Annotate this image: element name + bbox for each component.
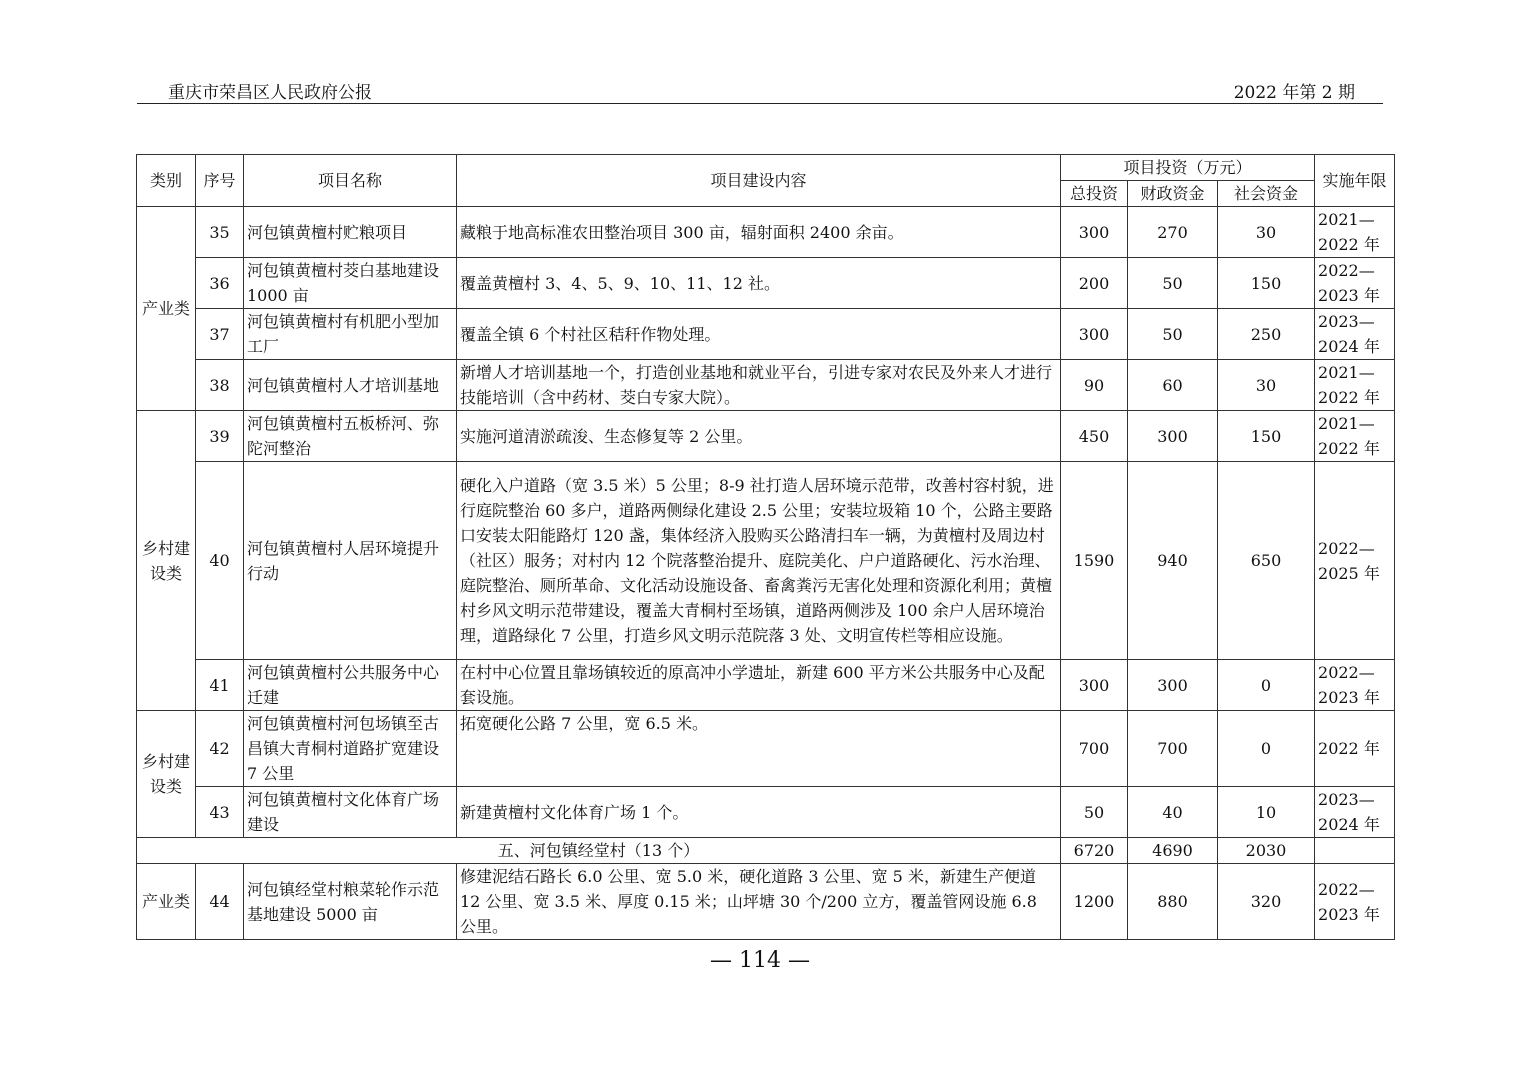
seq-cell: 44 (196, 864, 244, 940)
name-cell: 河包镇黄檀村茭白基地建设 1000 亩 (244, 258, 457, 309)
social-cell: 250 (1218, 309, 1315, 360)
name-cell: 河包镇黄檀村五板桥河、弥陀河整治 (244, 411, 457, 462)
fiscal-cell: 300 (1128, 660, 1218, 711)
social-cell: 150 (1218, 258, 1315, 309)
total-cell: 1590 (1061, 462, 1128, 660)
section-period (1315, 838, 1395, 864)
fiscal-cell: 60 (1128, 360, 1218, 411)
section-total: 6720 (1061, 838, 1128, 864)
content-cell: 拓宽硬化公路 7 公里，宽 6.5 米。 (457, 711, 1061, 787)
category-cell: 乡村建设类 (137, 411, 196, 711)
col-social: 社会资金 (1218, 181, 1315, 207)
seq-cell: 41 (196, 660, 244, 711)
content-cell: 修建泥结石路长 6.0 公里、宽 5.0 米，硬化道路 3 公里、宽 5 米，新建生产便道 12 公里、宽 3.5 米、厚度 0.15 米；山坪塘 30 个/200 立方，覆盖管网设施 6.8 公里。 (457, 864, 1061, 940)
fiscal-cell: 270 (1128, 207, 1218, 258)
period-cell: 2021—2022 年 (1315, 411, 1395, 462)
fiscal-cell: 40 (1128, 787, 1218, 838)
fiscal-cell: 50 (1128, 309, 1218, 360)
name-cell: 河包镇经堂村粮菜轮作示范基地建设 5000 亩 (244, 864, 457, 940)
col-content: 项目建设内容 (457, 155, 1061, 207)
seq-cell: 38 (196, 360, 244, 411)
section-title: 五、河包镇经堂村（13 个） (137, 838, 1061, 864)
table-row (137, 462, 1395, 660)
table-row (137, 309, 1395, 360)
category-cell: 产业类 (137, 864, 196, 940)
header-rule (137, 103, 1383, 104)
period-cell: 2022—2025 年 (1315, 462, 1395, 660)
social-cell: 0 (1218, 660, 1315, 711)
col-period: 实施年限 (1315, 155, 1395, 207)
content-cell: 新增人才培训基地一个，打造创业基地和就业平台，引进专家对农民及外来人才进行技能培训（含中药材、茭白专家大院）。 (457, 360, 1061, 411)
seq-cell: 40 (196, 462, 244, 660)
period-cell: 2022—2023 年 (1315, 660, 1395, 711)
seq-cell: 43 (196, 787, 244, 838)
social-cell: 30 (1218, 207, 1315, 258)
section-row (137, 838, 1395, 864)
section-social: 2030 (1218, 838, 1315, 864)
fiscal-cell: 880 (1128, 864, 1218, 940)
social-cell: 650 (1218, 462, 1315, 660)
seq-cell: 42 (196, 711, 244, 787)
fiscal-cell: 50 (1128, 258, 1218, 309)
project-table (136, 154, 1395, 940)
social-cell: 320 (1218, 864, 1315, 940)
period-cell: 2022—2023 年 (1315, 258, 1395, 309)
name-cell: 河包镇黄檀村贮粮项目 (244, 207, 457, 258)
name-cell: 河包镇黄檀村河包场镇至古昌镇大青桐村道路扩宽建设 7 公里 (244, 711, 457, 787)
table-row (137, 207, 1395, 258)
social-cell: 150 (1218, 411, 1315, 462)
total-cell: 1200 (1061, 864, 1128, 940)
header-row (137, 155, 1395, 181)
social-cell: 10 (1218, 787, 1315, 838)
period-cell: 2022—2023 年 (1315, 864, 1395, 940)
fiscal-cell: 940 (1128, 462, 1218, 660)
col-category: 类别 (137, 155, 196, 207)
bulletin-title: 重庆市荣昌区人民政府公报 (168, 83, 372, 103)
category-cell: 乡村建设类 (137, 711, 196, 838)
issue-number: 2022 年第 2 期 (1233, 83, 1355, 103)
period-cell: 2023—2024 年 (1315, 309, 1395, 360)
table-row (137, 660, 1395, 711)
section-fiscal: 4690 (1128, 838, 1218, 864)
table-row (137, 411, 1395, 462)
total-cell: 700 (1061, 711, 1128, 787)
name-cell: 河包镇黄檀村人居环境提升行动 (244, 462, 457, 660)
total-cell: 90 (1061, 360, 1128, 411)
period-cell: 2022 年 (1315, 711, 1395, 787)
fiscal-cell: 700 (1128, 711, 1218, 787)
name-cell: 河包镇黄檀村有机肥小型加工厂 (244, 309, 457, 360)
content-cell: 硬化入户道路（宽 3.5 米）5 公里；8-9 社打造人居环境示范带，改善村容村貌，进行庭院整治 60 多户，道路两侧绿化建设 2.5 公里；安装垃圾箱 10 个，公路主要路口安装太阳能路灯 120 盏，集体经济入股购买公路清扫车一辆，为黄檀村及周边村（社区）服务；对村内 12 个院落整治提升、庭院美化、户户道路硬化、污水治理、庭院整治、厕所革命、文化活动设施设备、畜禽粪污无害化处理和资源化利用；黄檀村乡风文明示范带建设，覆盖大青桐村至场镇，道路两侧涉及 100 余户人居环境治理，道路绿化 7 公里，打造乡风文明示范院落 3 处、文明宣传栏等相应设施。 (457, 462, 1061, 660)
table-row (137, 258, 1395, 309)
social-cell: 0 (1218, 711, 1315, 787)
total-cell: 200 (1061, 258, 1128, 309)
col-fiscal: 财政资金 (1128, 181, 1218, 207)
total-cell: 300 (1061, 207, 1128, 258)
total-cell: 450 (1061, 411, 1128, 462)
total-cell: 300 (1061, 660, 1128, 711)
total-cell: 50 (1061, 787, 1128, 838)
col-total: 总投资 (1061, 181, 1128, 207)
fiscal-cell: 300 (1128, 411, 1218, 462)
table-row (137, 864, 1395, 940)
seq-cell: 35 (196, 207, 244, 258)
table-row (137, 787, 1395, 838)
name-cell: 河包镇黄檀村文化体育广场建设 (244, 787, 457, 838)
seq-cell: 36 (196, 258, 244, 309)
table-row (137, 360, 1395, 411)
total-cell: 300 (1061, 309, 1128, 360)
col-name: 项目名称 (244, 155, 457, 207)
content-cell: 实施河道清淤疏浚、生态修复等 2 公里。 (457, 411, 1061, 462)
content-cell: 覆盖全镇 6 个村社区秸秆作物处理。 (457, 309, 1061, 360)
seq-cell: 39 (196, 411, 244, 462)
period-cell: 2021—2022 年 (1315, 360, 1395, 411)
name-cell: 河包镇黄檀村公共服务中心迁建 (244, 660, 457, 711)
period-cell: 2023—2024 年 (1315, 787, 1395, 838)
content-cell: 藏粮于地高标准农田整治项目 300 亩，辐射面积 2400 余亩。 (457, 207, 1061, 258)
seq-cell: 37 (196, 309, 244, 360)
category-cell: 产业类 (137, 207, 196, 411)
page-number: — 114 — (710, 948, 810, 973)
content-cell: 覆盖黄檀村 3、4、5、9、10、11、12 社。 (457, 258, 1061, 309)
content-cell: 新建黄檀村文化体育广场 1 个。 (457, 787, 1061, 838)
name-cell: 河包镇黄檀村人才培训基地 (244, 360, 457, 411)
period-cell: 2021—2022 年 (1315, 207, 1395, 258)
col-seq: 序号 (196, 155, 244, 207)
content-cell: 在村中心位置且靠场镇较近的原高冲小学遗址，新建 600 平方米公共服务中心及配套设施。 (457, 660, 1061, 711)
table-row (137, 711, 1395, 787)
col-investment: 项目投资（万元） (1061, 155, 1315, 181)
social-cell: 30 (1218, 360, 1315, 411)
